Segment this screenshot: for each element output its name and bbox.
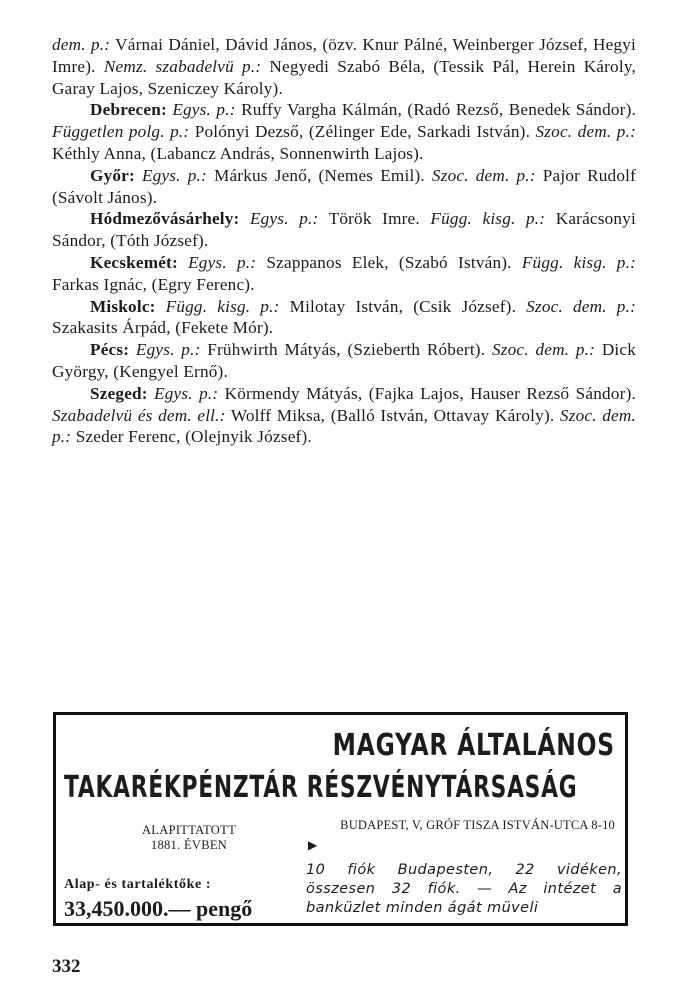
candidate-text: Pajor Rudolf (Sávolt János).	[52, 165, 637, 207]
candidate-text: Márkus Jenő, (Nemes Emil).	[206, 165, 432, 185]
party-label: Egys. p.:	[172, 100, 236, 120]
candidate-text: Szappanos Elek, (Szabó István).	[256, 252, 522, 272]
candidate-text: Szakasits Árpád, (Fekete Mór).	[52, 318, 274, 338]
party-label: Egys. p.:	[154, 383, 219, 403]
founded-line1: ALAPITTATOTT	[141, 823, 237, 837]
party-label: Függ. kisg. p.:	[521, 252, 637, 272]
candidate-text: Szeder Ferenc, (Olejnyik József).	[71, 427, 312, 447]
branches-text: 10 fiók Budapesten, 22 vidéken, összesen 32 fiók. — Az intézet a banküzlet minden ágát müveli	[306, 862, 622, 916]
candidate-text	[135, 166, 142, 185]
ad-title-line2: TAKARÉKPÉNZTÁR RÉSZVÉNYTÁRSASÁG	[64, 770, 578, 805]
city-name: Kecskemét:	[90, 252, 178, 272]
party-label: dem. p.:	[52, 35, 111, 54]
candidate-text: Frühwirth Mátyás, (Szieberth Róbert).	[200, 340, 492, 360]
city-entry	[52, 208, 636, 252]
capital-value: 33,450.000.— pengő	[64, 896, 253, 921]
party-label: Szoc. dem. p.:	[431, 165, 536, 185]
city-entry	[52, 165, 636, 209]
candidate-text	[178, 253, 188, 272]
party-label: Nemz. szabadelvü p.:	[103, 56, 262, 76]
party-label: Szoc. dem. p.:	[52, 405, 637, 447]
continued-paragraph	[52, 34, 636, 99]
candidate-text: Farkas Ignác, (Egry Ferenc).	[52, 274, 255, 294]
candidate-text: Körmendy Mátyás, (Fajka Lajos, Hauser Rezső Sándor).	[218, 383, 636, 403]
candidate-text: Kéthly Anna, (Labancz András, Sonnenwirth Lajos).	[52, 143, 424, 163]
city-name: Debrecen:	[90, 100, 167, 120]
candidate-text: Wolff Miksa, (Balló István, Ottavay Károly).	[225, 405, 560, 425]
candidate-text: Milotay István, (Csik József).	[279, 296, 527, 316]
founded-line2: 1881. ÉVBEN	[150, 838, 228, 852]
party-label: Függ. kisg. p.:	[430, 209, 546, 229]
party-label: Szoc. dem. p.:	[535, 122, 636, 142]
candidate-text: Dick György, (Kengyel Ernő).	[52, 340, 637, 381]
candidate-text: Negyedi Szabó Béla, (Tessik Pál, Herein Károly, Garay Lajos, Szeniczey Károly).	[52, 56, 636, 98]
candidate-text	[156, 297, 166, 316]
arrow-icon: ▶	[308, 838, 318, 852]
candidate-text: Várnai Dániel, Dávid János, (özv. Knur Pálné, Weinberger József, Hegyi Imre).	[52, 35, 636, 76]
city-entry	[52, 99, 636, 164]
party-label: Egys. p.:	[188, 252, 257, 272]
candidate-text	[129, 340, 136, 359]
party-label: Szoc. dem. p.:	[491, 340, 596, 360]
capital-label: Alap- és tartaléktőke :	[64, 877, 212, 892]
city-entry	[52, 383, 636, 448]
city-name: Szeged:	[90, 383, 148, 403]
party-label: Független polg. p.:	[52, 122, 190, 142]
bank-advertisement	[53, 712, 628, 926]
candidate-text: Polónyi Dezső, (Zélinger Ede, Sarkadi István).	[189, 122, 536, 142]
party-label: Egys. p.:	[141, 165, 207, 185]
city-entry	[52, 339, 636, 383]
party-label: Szoc. dem. p.:	[526, 296, 636, 316]
page-number: 332	[52, 956, 81, 977]
candidate-text	[239, 209, 250, 228]
city-name: Hódmezővásárhely:	[90, 209, 240, 229]
city-entry	[52, 252, 636, 296]
bank-address: BUDAPEST, V, GRÓF TISZA ISTVÁN-UTCA 8-10	[340, 818, 615, 832]
candidate-text: Török Imre.	[318, 209, 431, 229]
party-label: Egys. p.:	[135, 340, 201, 360]
candidate-text: Ruffy Vargha Kálmán, (Radó Rezső, Benedek Sándor).	[235, 100, 637, 120]
candidate-text: Karácsonyi Sándor, (Tóth József).	[52, 209, 636, 251]
city-entry	[52, 296, 636, 340]
party-label: Egys. p.:	[249, 209, 319, 229]
party-label: Függ. kisg. p.:	[165, 296, 280, 316]
party-label: Szabadelvü és dem. ell.:	[52, 405, 226, 425]
article-text	[52, 34, 636, 448]
ad-title-line1: MAGYAR ÁLTALÁNOS	[332, 728, 615, 763]
city-name: Győr:	[90, 165, 135, 185]
city-name: Pécs:	[90, 340, 130, 360]
founded-note	[114, 823, 264, 853]
city-name: Miskolc:	[90, 296, 156, 316]
